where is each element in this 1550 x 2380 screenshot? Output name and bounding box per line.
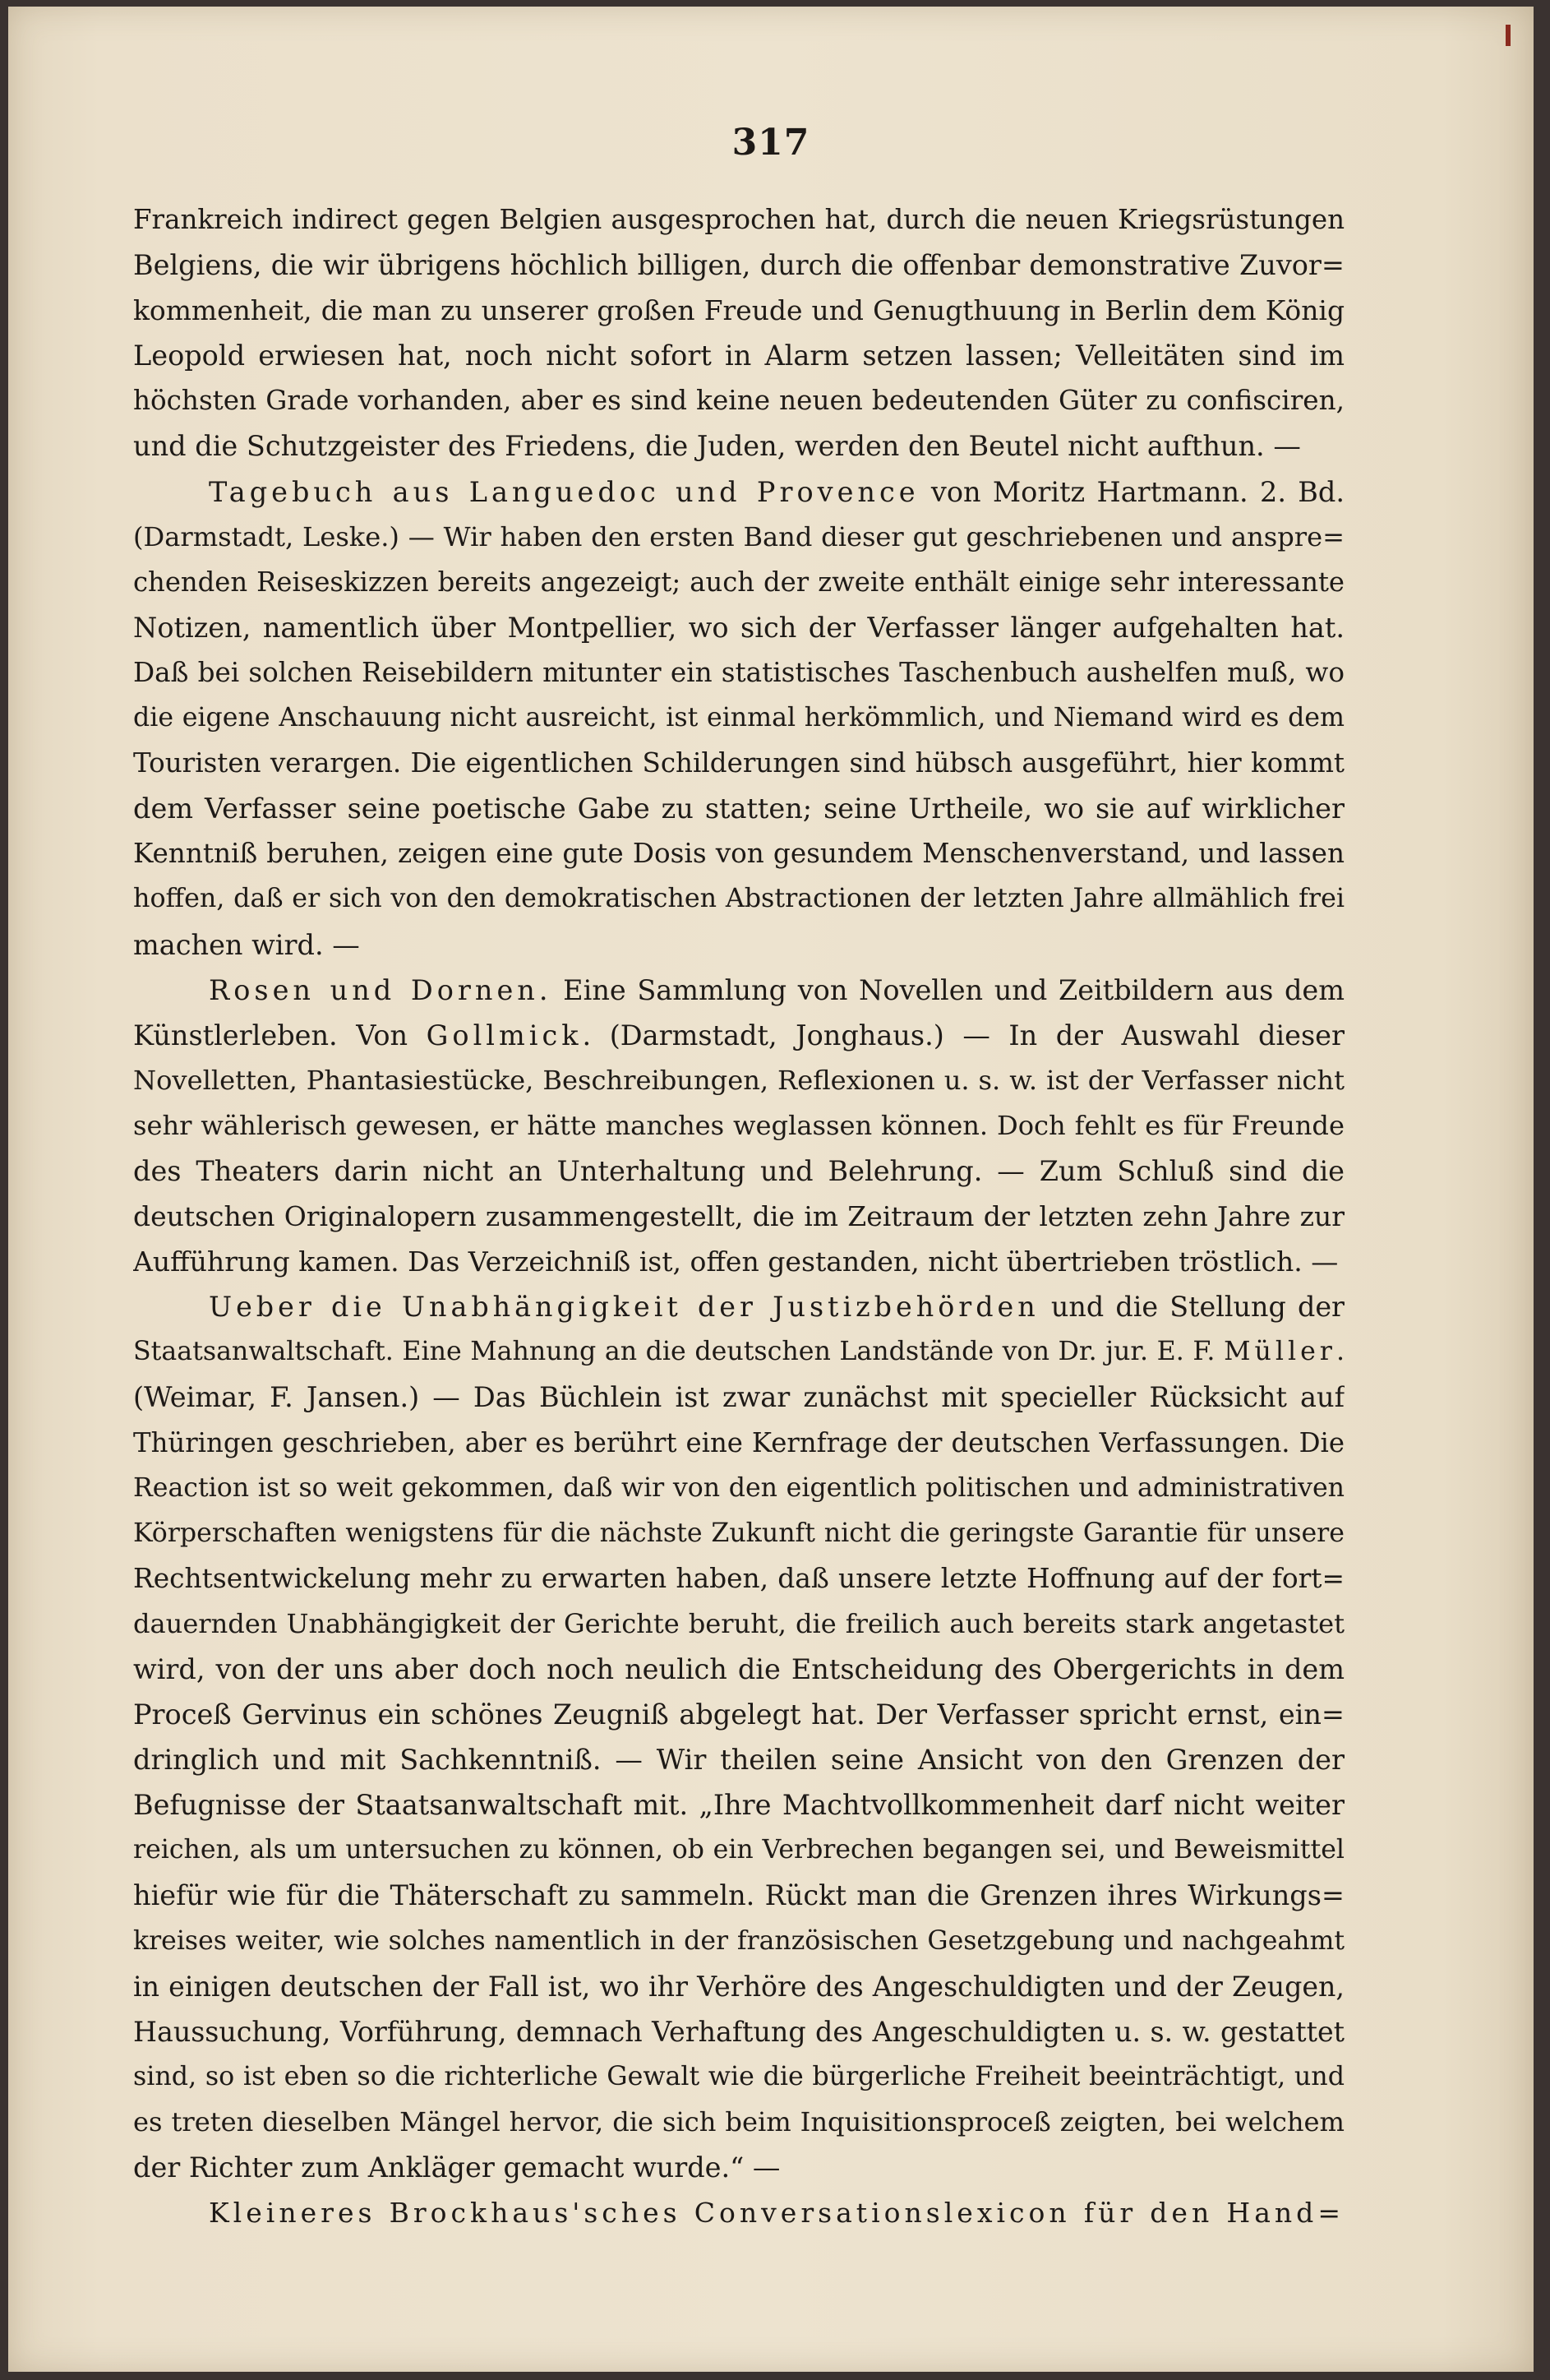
text-line [133, 197, 1345, 243]
line-text: in einigen deutschen der Fall ist, wo ihr Verhöre des Angeschuldigten und der Zeugen, [133, 1970, 1345, 2003]
text-line [133, 1013, 1345, 1058]
text-line [133, 1194, 1345, 1239]
text-line [133, 1284, 1345, 1329]
text-line [133, 1964, 1345, 2009]
line-text: von Moritz Hartmann. 2. Bd. [919, 475, 1345, 508]
line-text: deutschen Originalopern zusammengestellt, die im Zeitraum der letzten zehn Jahre zur [133, 1200, 1345, 1233]
line-text: dringlich und mit Sachkenntniß. — Wir theilen seine Ansicht von den Grenzen der [133, 1744, 1345, 1777]
text-line [133, 696, 1345, 741]
line-text: reichen, als um untersuchen zu können, ob ein Verbrechen begangen sei, und Beweismittel [133, 1835, 1345, 1865]
page-number: 317 [731, 122, 810, 164]
line-text: chenden Reiseskizzen bereits angezeigt; auch der zweite enthält einige sehr interessante [133, 566, 1345, 598]
line-text: Notizen, namentlich über Montpellier, wo sich der Verfasser länger aufgehalten hat. [133, 611, 1345, 644]
line-text: höchsten Grade vorhanden, aber es sind keine neuen bedeutenden Güter zu confisciren, [133, 385, 1345, 417]
line-text: es treten dieselben Mängel hervor, die sich beim Inquisitionsproceß zeigten, bei welchem [133, 2105, 1345, 2137]
line-text: kommenheit, die man zu unserer großen Freude und Genugthuung in Berlin dem König [133, 294, 1345, 327]
line-text: Rechtsentwickelung mehr zu erwarten haben, daß unsere letzte Hoffnung auf der fort= [133, 1562, 1345, 1594]
line-text: machen wird. — [133, 928, 360, 961]
text-line [133, 1919, 1345, 1964]
text-line [133, 1511, 1345, 1556]
text-line [133, 876, 1345, 922]
spaced-title-text: Kleineres Brockhaus'sches Conversationslexicon für den Hand= [209, 2197, 1345, 2230]
line-text: Eine Sammlung von Novellen und Zeitbildern aus dem [551, 973, 1345, 1006]
text-line [133, 1556, 1345, 1601]
text-line [133, 243, 1345, 288]
spaced-title-text: Müller [1224, 1337, 1336, 1367]
text-line [133, 968, 1345, 1013]
line-text: Daß bei solchen Reisebildern mitunter ein statistisches Taschenbuch aushelfen muß, wo [133, 656, 1345, 688]
line-text: kreises weiter, wie solches namentlich in der französischen Gesetzgebung und nachgeahmt [133, 1925, 1345, 1956]
text-line [133, 605, 1345, 650]
page-edge-mark [1506, 25, 1511, 46]
line-text: Touristen verargen. Die eigentlichen Schilderungen sind hübsch ausgeführt, hier kommt [133, 747, 1345, 779]
line-text: dem Verfasser seine poetische Gabe zu statten; seine Urtheile, wo sie auf wirklicher [133, 793, 1345, 825]
text-line [133, 1782, 1345, 1828]
line-text: und die Schutzgeister des Friedens, die Juden, werden den Beutel nicht aufthun. — [133, 430, 1301, 463]
line-text: sind, so ist eben so die richterliche Gewalt wie die bürgerliche Freiheit beeinträchtigt, und [133, 2061, 1345, 2091]
text-line [133, 288, 1345, 333]
spaced-title-text: Rosen und Dornen. [209, 973, 552, 1006]
line-text: der Richter zum Ankläger gemacht wurde.“ — [133, 2151, 781, 2184]
line-text: Staatsanwaltschaft. Eine Mahnung an die deutschen Landstände von Dr. jur. E. F. [133, 1337, 1225, 1367]
line-text: Reaction ist so weit gekommen, daß wir von den eigentlich politischen und administrativen [133, 1472, 1345, 1503]
book-page [8, 7, 1534, 2372]
text-line [133, 1239, 1345, 1284]
line-text: sehr wählerisch gewesen, er hätte manches weglassen können. Doch fehlt es für Freunde [133, 1109, 1345, 1141]
text-line [133, 1647, 1345, 1692]
text-line [133, 1873, 1345, 1918]
text-line [133, 786, 1345, 831]
text-line [133, 1058, 1345, 1103]
text-line [133, 515, 1345, 560]
line-text: . [1335, 1337, 1345, 1367]
text-line [133, 1103, 1345, 1148]
text-line [133, 469, 1345, 515]
line-text: Befugnisse der Staatsanwaltschaft mit. „Ihre Machtvollkommenheit darf nicht weiter [133, 1789, 1345, 1822]
line-text: dauernden Unabhängigkeit der Gerichte beruht, die freilich auch bereits stark angetastet [133, 1607, 1345, 1639]
text-line [133, 1375, 1345, 1420]
text-line [133, 2100, 1345, 2145]
text-line [133, 831, 1345, 876]
spaced-title-text: Ueber die Unabhängigkeit der Justizbehörden [209, 1291, 1040, 1324]
text-line [133, 650, 1345, 696]
line-text: Belgiens, die wir übrigens höchlich billigen, durch die offenbar demonstrative Zuvor= [133, 249, 1345, 282]
line-text: (Darmstadt, Leske.) — Wir haben den ersten Band dieser gut geschriebenen und anspre= [133, 520, 1345, 552]
body-text [133, 197, 1345, 2235]
line-text: Künstlerleben. Von [133, 1019, 427, 1051]
text-line [133, 1329, 1345, 1375]
text-line [133, 2145, 1345, 2190]
spaced-title-text: Tagebuch aus Languedoc und Provence [209, 475, 920, 508]
text-line [133, 333, 1345, 378]
text-line [133, 2054, 1345, 2100]
line-text: Frankreich indirect gegen Belgien ausgesprochen hat, durch die neuen Kriegsrüstungen [133, 204, 1345, 235]
line-text: Thüringen geschrieben, aber es berührt eine Kernfrage der deutschen Verfassungen. Die [133, 1426, 1345, 1458]
text-line [133, 423, 1345, 469]
line-text: Haussuchung, Vorführung, demnach Verhaftung des Angeschuldigten u. s. w. gestattet [133, 2015, 1345, 2048]
text-line [133, 2190, 1345, 2235]
line-text: wird, von der uns aber doch noch neulich die Entscheidung des Obergerichts in dem [133, 1653, 1345, 1685]
line-text: Novelletten, Phantasiestücke, Beschreibungen, Reflexionen u. s. w. ist der Verfasser nicht [133, 1064, 1345, 1096]
text-line [133, 1466, 1345, 1511]
line-text: hiefür wie für die Thäterschaft zu sammeln. Rückt man die Grenzen ihres Wirkungs= [133, 1879, 1345, 1912]
text-line [133, 1148, 1345, 1194]
text-line [133, 1421, 1345, 1466]
text-line [133, 1737, 1345, 1782]
text-line [133, 741, 1345, 786]
spaced-title-text: Gollmick [426, 1019, 583, 1051]
line-text: des Theaters darin nicht an Unterhaltung und Belehrung. — Zum Schluß sind die [133, 1154, 1345, 1187]
line-text: die eigene Anschauung nicht ausreicht, ist einmal herkömmlich, und Niemand wird es dem [133, 703, 1345, 733]
line-text: Proceß Gervinus ein schönes Zeugniß abgelegt hat. Der Verfasser spricht ernst, ein= [133, 1698, 1345, 1731]
line-text: hoffen, daß er sich von den demokratischen Abstractionen der letzten Jahre allmählich frei [133, 884, 1345, 914]
line-text: Kenntniß beruhen, zeigen eine gute Dosis von gesundem Menschenverstand, und lassen [133, 838, 1345, 870]
text-line [133, 378, 1345, 423]
line-text: Leopold erwiesen hat, noch nicht sofort in Alarm setzen lassen; Velleitäten sind im [133, 340, 1345, 372]
text-line [133, 560, 1345, 605]
line-text: Aufführung kamen. Das Verzeichniß ist, offen gestanden, nicht übertrieben tröstlich. — [133, 1245, 1339, 1278]
line-text: und die Stellung der [1039, 1291, 1345, 1324]
text-line [133, 922, 1345, 968]
text-line [133, 1828, 1345, 1873]
line-text: (Weimar, F. Jansen.) — Das Büchlein ist zwar zunächst mit specieller Rücksicht auf [133, 1381, 1345, 1414]
line-text: . (Darmstadt, Jonghaus.) — In der Auswahl dieser [582, 1019, 1345, 1051]
text-line [133, 1692, 1345, 1737]
line-text: Körperschaften wenigstens für die nächste Zukunft nicht die geringste Garantie für unsere [133, 1518, 1345, 1548]
text-line [133, 1601, 1345, 1647]
text-line [133, 2009, 1345, 2054]
